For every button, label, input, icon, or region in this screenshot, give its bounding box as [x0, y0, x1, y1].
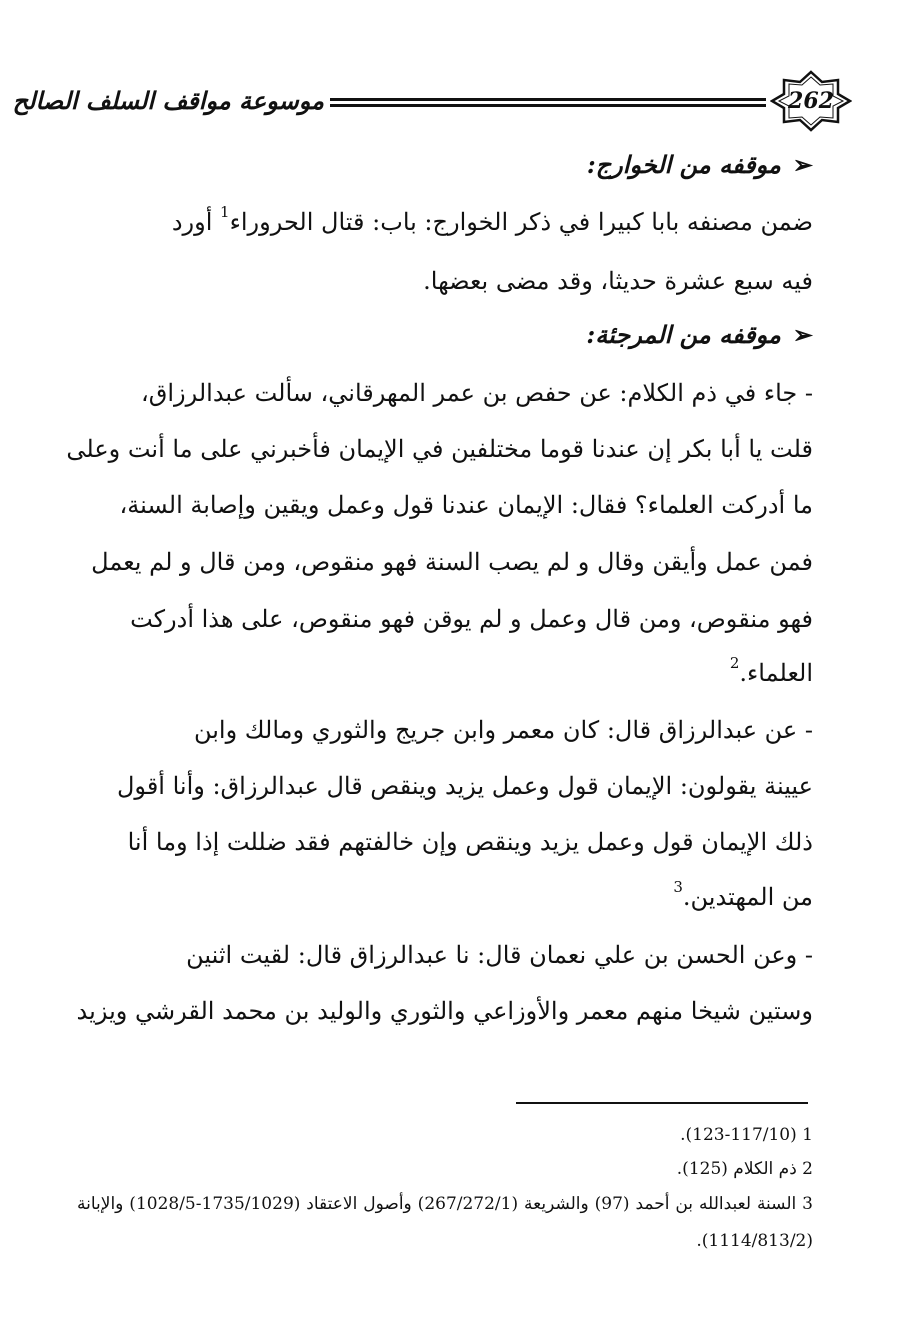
section-heading-murjia — [586, 320, 813, 350]
footnote-2: 2 ذم الكلام (125). — [676, 1159, 813, 1179]
section-heading-khawarij — [587, 150, 813, 180]
text-line: - جاء في ذم الكلام: عن حفص بن عمر المهرقاني، سألت عبدالرزاق، — [140, 379, 813, 407]
footnote-3-continued: (1114/813/2). — [696, 1231, 813, 1251]
page-header — [12, 70, 852, 132]
text-line: ما أدركت العلماء؟ فقال: الإيمان عندنا قول وعمل ويقين وإصابة السنة، — [119, 491, 813, 519]
text-segment: أورد — [171, 208, 221, 236]
text-line: عيينة يقولون: الإيمان قول وعمل يزيد وينقص قال عبدالرزاق: وأنا أقول — [116, 772, 813, 800]
text-line: فهو منقوص، ومن قال وعمل و لم يوقن فهو منقوص، على هذا أدركت — [130, 605, 813, 633]
page-number: 262 — [788, 88, 834, 114]
text-line: قلت يا أبا بكر إن عندنا قوما مختلفين في الإيمان فأخبرني على ما أنت وعلى — [66, 435, 813, 463]
page-number-badge — [770, 70, 852, 132]
footnote-1: 1 (123-117/10). — [680, 1125, 813, 1145]
text-line: ذلك الإيمان قول وعمل يزيد وينقص وإن خالفتهم فقد ضللت إذا وما أنا — [127, 828, 813, 856]
text-line: فمن عمل وأيقن وقال و لم يصب السنة فهو منقوص، ومن قال و لم يعمل — [91, 548, 813, 576]
footnote-ref-3: 3 — [673, 878, 683, 896]
footnote-separator — [516, 1102, 808, 1104]
text-segment: العلماء. — [739, 659, 813, 687]
text-line — [77, 878, 813, 912]
footnote-ref-2: 2 — [729, 654, 740, 672]
text-line: - وعن الحسن بن علي نعمان قال: نا عبدالرزاق قال: لقيت اثنين — [186, 941, 813, 969]
arrow-bullet-icon: ➢ — [792, 150, 813, 179]
text-line: - عن عبدالرزاق قال: كان معمر وابن جريج والثوري ومالك وابن — [193, 716, 813, 744]
heading-text: موقفه من الخوارج: — [586, 150, 781, 179]
arrow-bullet-icon: ➢ — [792, 320, 813, 349]
running-title: موسوعة مواقف السلف الصالح — [12, 87, 324, 115]
footnote-ref-1: 1 — [220, 203, 230, 221]
text-line: وستين شيخا منهم معمر والأوزاعي والثوري والوليد بن محمد القرشي ويزيد — [76, 997, 813, 1025]
text-line — [77, 203, 813, 237]
text-segment: من المهتدين. — [682, 883, 813, 911]
text-line — [77, 654, 813, 688]
text-segment: ضمن مصنفه بابا كبيرا في ذكر الخوارج: باب: قتال الحروراء — [229, 208, 813, 236]
heading-text: موقفه من المرجئة: — [586, 320, 781, 349]
header-double-rule — [330, 98, 766, 107]
text-line: فيه سبع عشرة حديثا، وقد مضى بعضها. — [423, 267, 813, 295]
footnote-3: 3 السنة لعبدالله بن أحمد (97) والشريعة (267/272/1) وأصول الاعتقاد (1735/1029-1028/5) والإبانة — [77, 1194, 813, 1214]
